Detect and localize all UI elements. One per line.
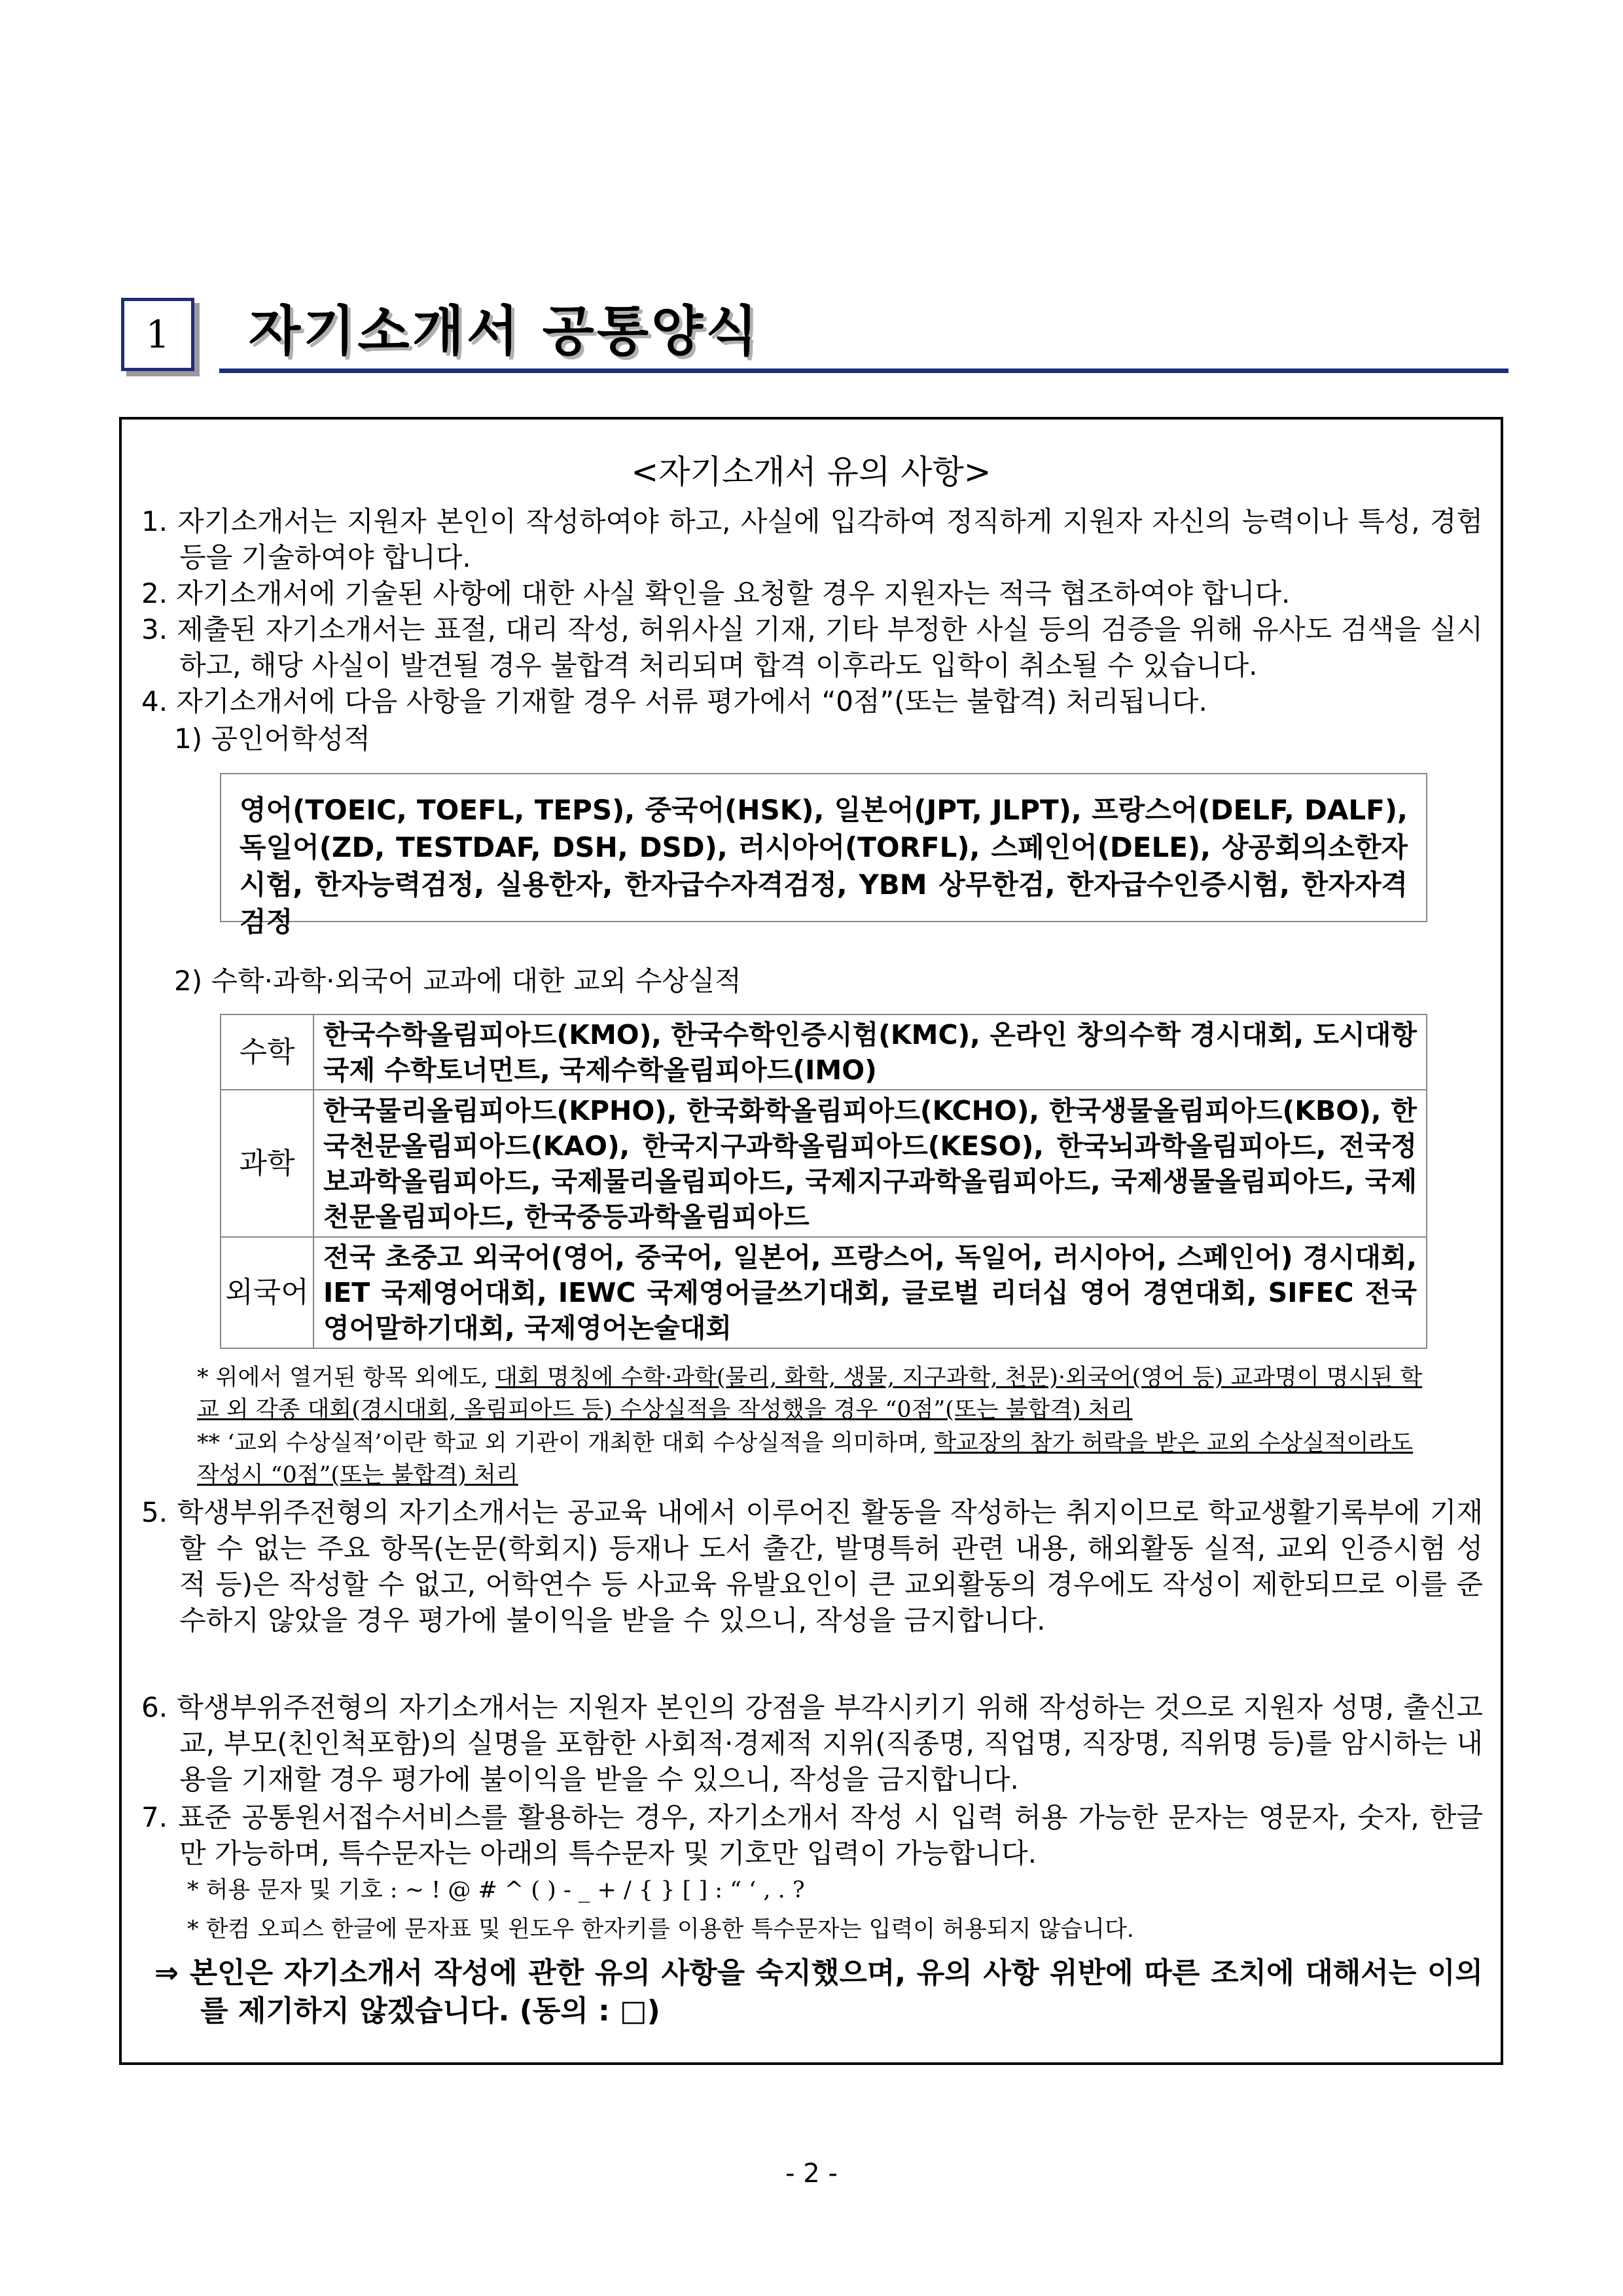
table-row <box>221 1090 1427 1237</box>
award-list: 전국 초중고 외국어(영어, 중국어, 일본어, 프랑스어, 독일어, 러시아어, 스페인어) 경시대회, IET 국제영어대회, IEWC 국제영어글쓰기대회, 글로벌 리더십 영어 경연대회, SIFEC 전국영어말하기대회, 국제영어논술대회 <box>313 1237 1427 1348</box>
sub-item-external-awards: 2) 수학·과학·외국어 교과에 대한 교외 수상실적 <box>174 965 741 997</box>
footnote-2: ** ‘교외 수상실적’이란 학교 외 기관이 개최한 대회 수상실적을 의미하며, 학교장의 참가 허락을 받은 교외 수상실적이라도 작성시 “0점”(또는 불합격) 처리 <box>197 1430 1414 1488</box>
section-number-box <box>121 298 194 371</box>
notice-item-7: 7. 표준 공통원서접수서비스를 활용하는 경우, 자기소개서 작성 시 입력 허용 가능한 문자는 영문자, 숫자, 한글만 가능하며, 특수문자는 아래의 특수문자 및 기호만 입력이 가능합니다. <box>141 1801 1483 1869</box>
notice-item-5: 5. 학생부위주전형의 자기소개서는 공교육 내에서 이루어진 활동을 작성하는 취지이므로 학교생활기록부에 기재할 수 없는 주요 항목(논문(학회지) 등재나 도서 출간, 발명특허 관련 내용, 해외활동 실적, 교외 인증시험 성적 등)은 작성할 수 없고, 어학연수 등 사교육 유발요인이 큰 교외활동의 경우에도 작성이 제한되므로 이를 준수하지 않았을 경우 평가에 불이익을 받을 수 있으니, 작성을 금지합니다. <box>141 1496 1483 1636</box>
language-score-box: 영어(TOEIC, TOEFL, TEPS), 중국어(HSK), 일본어(JPT, JLPT), 프랑스어(DELF, DALF),독일어(ZD, TESTDAF, DSH, DSD), 러시아어(TORFL), 스페인어(DELE), 상공회의소한자시험, 한자능력검정, 실용한자, 한자급수자격검정, YBM 상무한검, 한자급수인증시험, 한자자격검정 <box>220 773 1427 922</box>
section-number: 1 <box>145 312 170 357</box>
notice-box <box>119 417 1503 2065</box>
award-table <box>220 1014 1427 1349</box>
agreement-statement: ⇒ 본인은 자기소개서 작성에 관한 유의 사항을 숙지했으며, 유의 사항 위반에 따른 조치에 대해서는 이의를 제기하지 않겠습니다. (동의 : □) <box>154 1956 1483 2028</box>
section-underline <box>219 368 1508 373</box>
award-list: 한국물리올림피아드(KPHO), 한국화학올림피아드(KCHO), 한국생물올림피아드(KBO), 한국천문올림피아드(KAO), 한국지구과학올림피아드(KESO), 한국뇌과학올림피아드, 전국정보과학올림피아드, 국제물리올림피아드, 국제지구과학올림피아드, 국제생물올림피아드, 국제천문올림피아드, 한국중등과학올림피아드 <box>313 1090 1427 1237</box>
footnote-1: * 위에서 열거된 항목 외에도, 대회 명칭에 수학·과학(물리, 화학, 생물, 지구과학, 천문)·외국어(영어 등) 교과명이 명시된 학교 외 각종 대회(경시대회, 올림피아드 등) 수상실적을 작성했을 경우 “0점”(또는 불합격) 처리 <box>197 1365 1423 1423</box>
award-category: 외국어 <box>221 1237 313 1348</box>
sub-item-language-scores: 1) 공인어학성적 <box>174 723 370 755</box>
allowed-characters-note: * 허용 문자 및 기호 : ~ ! @ # ^ ( ) - _ + / { } [ ] : “ ‘ , . ? <box>187 1877 805 1903</box>
notice-item-2: 2. 자기소개서에 기술된 사항에 대한 사실 확인을 요청할 경우 지원자는 적극 협조하여야 합니다. <box>141 577 1291 609</box>
table-row <box>221 1237 1427 1348</box>
notice-item-3: 3. 제출된 자기소개서는 표절, 대리 작성, 허위사실 기재, 기타 부정한 사실 등의 검증을 위해 유사도 검색을 실시하고, 해당 사실이 발견될 경우 불합격 처리되며 합격 이후라도 입학이 취소될 수 있습니다. <box>141 613 1483 681</box>
hancom-note: * 한컴 오피스 한글에 문자표 및 윈도우 한자키를 이용한 특수문자는 입력이 허용되지 않습니다. <box>187 1916 1134 1943</box>
award-category: 수학 <box>221 1014 313 1090</box>
notice-item-6: 6. 학생부위주전형의 자기소개서는 지원자 본인의 강점을 부각시키기 위해 작성하는 것으로 지원자 성명, 출신고교, 부모(친인척포함)의 실명을 포함한 사회적·경제적 지위(직종명, 직업명, 직장명, 직위명 등)를 암시하는 내용을 기재할 경우 평가에 불이익을 받을 수 있으니, 작성을 금지합니다. <box>141 1691 1483 1795</box>
award-category: 과학 <box>221 1090 313 1237</box>
table-row <box>221 1014 1427 1090</box>
notice-item-4: 4. 자기소개서에 다음 사항을 기재할 경우 서류 평가에서 “0점”(또는 불합격) 처리됩니다. <box>141 685 1207 717</box>
notice-item-1: 1. 자기소개서는 지원자 본인이 작성하여야 하고, 사실에 입각하여 정직하게 지원자 자신의 능력이나 특성, 경험 등을 기술하여야 합니다. <box>141 505 1483 573</box>
section-title: 자기소개서 공통양식 <box>249 300 760 363</box>
notice-title: <자기소개서 유의 사항> <box>631 453 991 491</box>
section-header <box>121 298 1508 376</box>
award-list: 한국수학올림피아드(KMO), 한국수학인증시험(KMC), 온라인 창의수학 경시대회, 도시대항 국제 수학토너먼트, 국제수학올림피아드(IMO) <box>313 1014 1427 1090</box>
page-number: - 2 - <box>785 2159 838 2189</box>
